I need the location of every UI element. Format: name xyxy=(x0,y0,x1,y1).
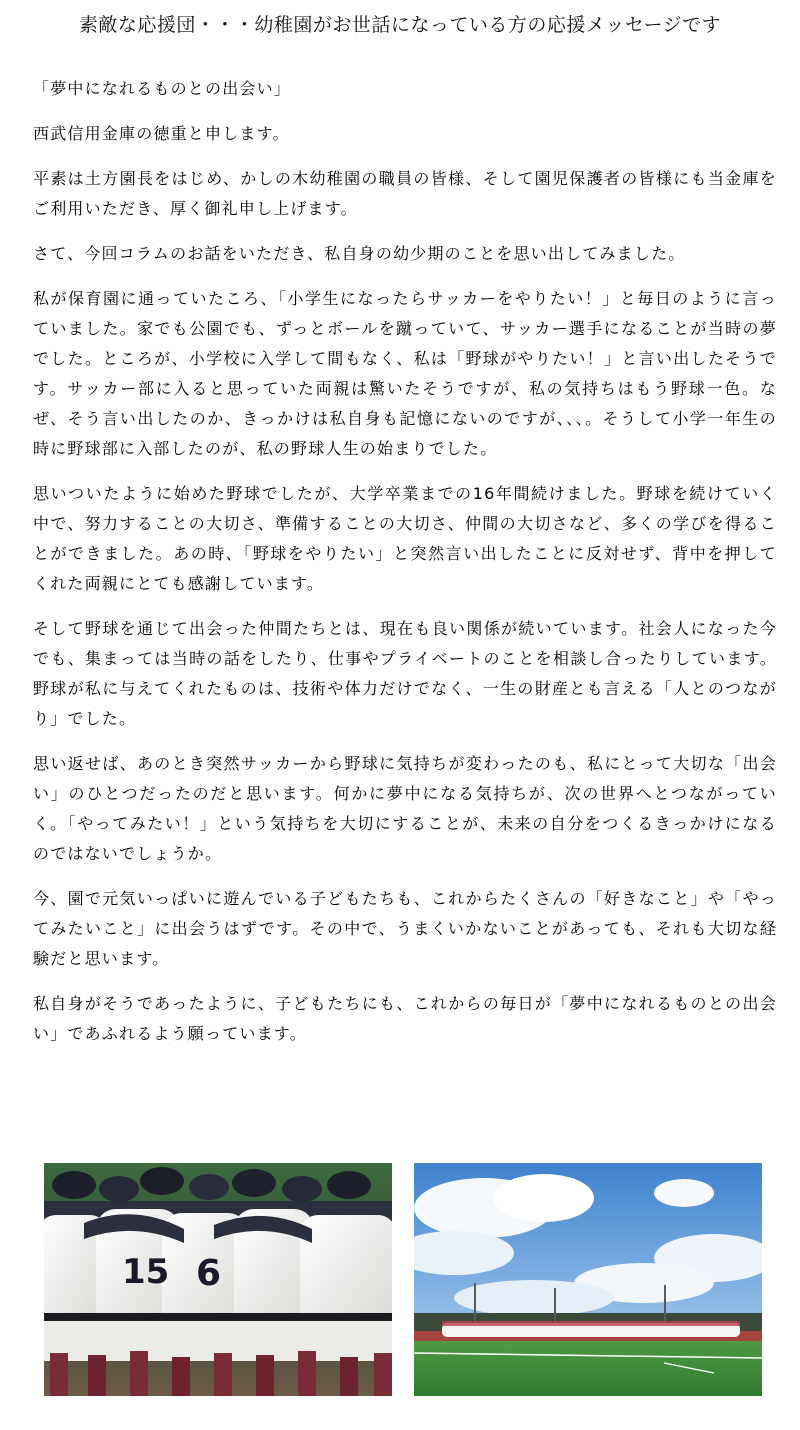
jersey-number: 6 xyxy=(196,1253,222,1294)
article-paragraph: 今、園で元気いっぱいに遊んでいる子どもたちも、これからたくさんの「好きなこと」や「やってみたいこと」に出会うはずです。その中で、うまくいかないことがあっても、それも大切な経験だと思います。 xyxy=(33,889,777,968)
article-paragraph: 私が保育園に通っていたころ、「小学生になったらサッカーをやりたい！」と毎日のように言っていました。家でも公園でも、ずっとボールを蹴っていて、サッカー選手になることが当時の夢でした。ところが、小学校に入学して間もなく、私は「野球がやりたい！」と言い出したそうです。サッカー部に入ると思っていた両親は驚いたそうですが、私の気持ちはもう野球一色。なぜ、そう言い出したのか、きっかけは私自身も記憶にないのですが、、、。そうして小学一年生の時に野球部に入部したのが、私の野球人生の始まりでした。 xyxy=(33,289,777,458)
field-bow-photo xyxy=(414,1163,762,1396)
article-body xyxy=(33,74,777,1064)
article-paragraph: さて、今回コラムのお話をいただき、私自身の幼少期のことを思い出してみました。 xyxy=(33,244,686,263)
article-paragraph: 思い返せば、あのとき突然サッカーから野球に気持ちが変わったのも、私にとって大切な「出会い」のひとつだったのだと思います。何かに夢中になる気持ちが、次の世界へとつながっていく。「やってみたい！」という気持ちを大切にすることが、未来の自分をつくるきっかけになるのではないでしょうか。 xyxy=(33,754,777,863)
photo-row xyxy=(44,1163,762,1396)
team-huddle-photo xyxy=(44,1163,392,1396)
jersey-number: 15 xyxy=(122,1252,170,1292)
article-paragraph: 私自身がそうであったように、子どもたちにも、これからの毎日が「夢中になれるものとの出会い」であふれるよう願っています。 xyxy=(33,994,777,1043)
article-paragraph: 西武信用金庫の徳重と申します。 xyxy=(33,124,290,143)
page-title: 素敵な応援団・・・幼稚園がお世話になっている方の応援メッセージです xyxy=(78,14,722,36)
article-paragraph: 平素は土方園長をはじめ、かしの木幼稚園の職員の皆様、そして園児保護者の皆様にも当金庫をご利用いただき、厚く御礼申し上げます。 xyxy=(33,169,777,218)
article-paragraph: 思いついたように始めた野球でしたが、大学卒業までの16年間続けました。野球を続けていく中で、努力することの大切さ、準備することの大切さ、仲間の大切さなど、多くの学びを得ることができました。あの時、「野球をやりたい」と突然言い出したことに反対せず、背中を押してくれた両親にとても感謝しています。 xyxy=(33,484,777,593)
article-heading: 「夢中になれるものとの出会い」 xyxy=(33,79,292,98)
article-paragraph: そして野球を通じて出会った仲間たちとは、現在も良い関係が続いています。社会人になった今でも、集まっては当時の話をしたり、仕事やプライベートのことを相談し合ったりしています。野球が私に与えてくれたものは、技術や体力だけでなく、一生の財産とも言える「人とのつながり」でした。 xyxy=(33,619,777,728)
